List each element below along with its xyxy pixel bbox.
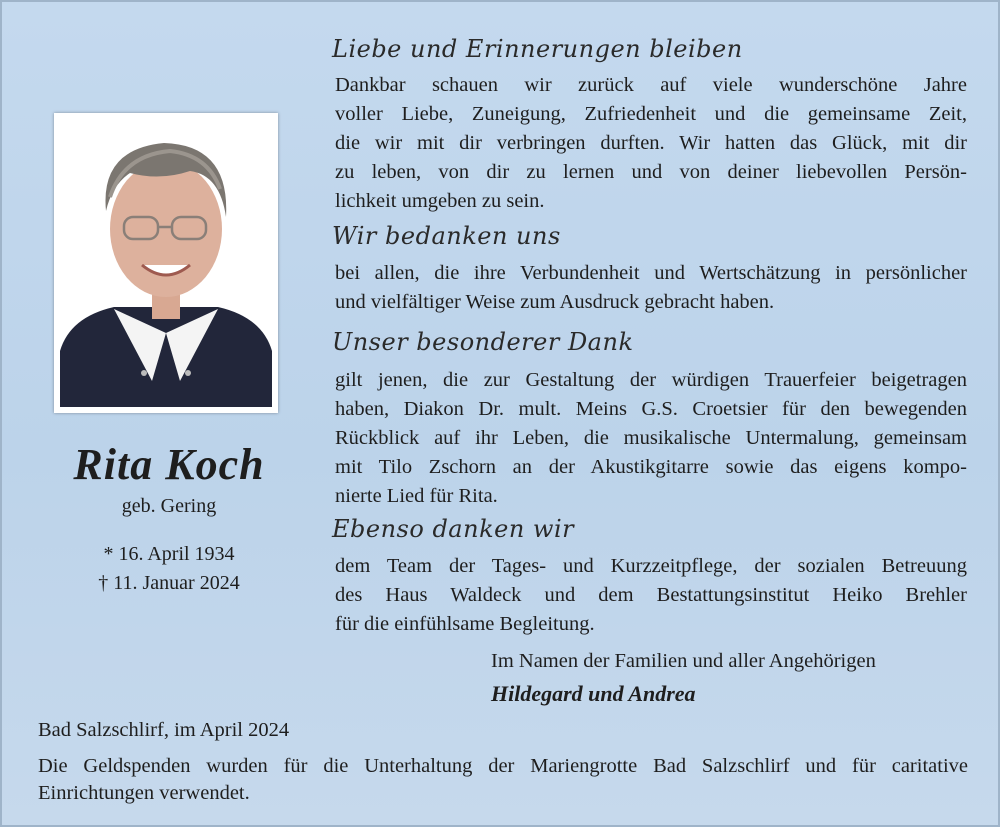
text-line: des Haus Waldeck und dem Bestattungsinstitut Heiko Brehler [335,584,967,606]
donation-note [38,753,968,807]
birth-date: * 16. April 1934 [103,543,235,565]
text-line: haben, Diakon Dr. mult. Meins G.S. Croetsier für den bewegenden [335,398,967,420]
death-date: † 11. Januar 2024 [98,572,240,594]
maiden-name: geb. Gering [121,495,217,517]
text-line: Rückblick auf ihr Leben, die musikalische Untermalung, gemeinsam [335,427,967,449]
portrait-photo [54,113,278,413]
text-line: und vielfältiger Weise zum Ausdruck gebracht haben. [335,291,775,313]
text-line: zu leben, von dir zu lernen und von deiner liebevollen Persön- [335,161,967,183]
heading-also-thanks: Ebenso danken wir [332,515,575,543]
text-line: dem Team der Tages- und Kurzzeitpflege, der sozialen Betreuung [335,555,967,577]
text-line: Die Geldspenden wurden für die Unterhaltung der Mariengrotte Bad Salzschlirf und für caritative [38,755,968,777]
text-line: mit Tilo Zschorn an der Akustikgitarre sowie das eigens kompo- [335,456,967,478]
paragraph-thanks [335,259,967,317]
paragraph-special-thanks [335,366,967,511]
paragraph-also-thanks [335,552,967,639]
text-line: die wir mit dir verbringen durften. Wir hatten das Glück, mit dir [335,132,967,154]
text-line: voller Liebe, Zuneigung, Zufriedenheit und die gemeinsame Zeit, [335,103,967,125]
signature-intro: Im Namen der Familien und aller Angehörigen [491,650,876,672]
place-date: Bad Salzschlirf, im April 2024 [38,719,290,741]
heading-memories: Liebe und Erinnerungen bleiben [332,35,743,63]
heading-thanks: Wir bedanken uns [332,222,561,250]
paragraph-memories [335,71,967,216]
text-line: nierte Lied für Rita. [335,485,498,507]
text-line: gilt jenen, die zur Gestaltung der würdigen Trauerfeier beigetragen [335,369,967,391]
text-line: für die einfühlsame Begleitung. [335,613,595,635]
deceased-name: Rita Koch [73,440,265,489]
portrait-image [60,119,272,407]
signature-names: Hildegard und Andrea [491,681,696,706]
text-line: bei allen, die ihre Verbundenheit und Wertschätzung in persönlicher [335,262,967,284]
heading-special-thanks: Unser besonderer Dank [332,328,634,356]
text-line: lichkeit umgeben zu sein. [335,190,545,212]
text-line: Einrichtungen verwendet. [38,782,250,804]
text-line: Dankbar schauen wir zurück auf viele wunderschöne Jahre [335,74,967,96]
